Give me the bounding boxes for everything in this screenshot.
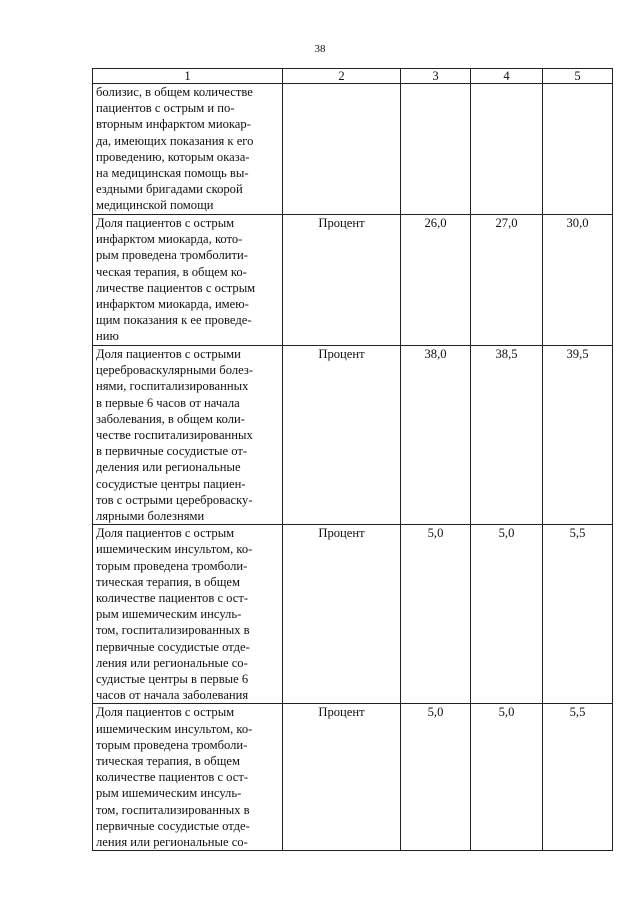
description-line: проведению, которым оказа- bbox=[96, 149, 250, 164]
description-line: ления или региональные со- bbox=[96, 655, 248, 670]
description-line: рым ишемическим инсуль- bbox=[96, 786, 242, 801]
description-line: болизис, в общем количестве bbox=[96, 85, 253, 99]
description-line: торым проведена тромболи- bbox=[96, 558, 248, 573]
description-line: количестве пациентов с ост- bbox=[96, 591, 249, 606]
unit-cell bbox=[283, 84, 401, 215]
description-line: щим показания к ее проведе- bbox=[96, 313, 252, 328]
value-cell-v1: 38,0 bbox=[401, 346, 471, 525]
table-row bbox=[93, 525, 613, 704]
description-line: деления или региональные bbox=[96, 460, 241, 475]
description-line: в первые 6 часов от начала bbox=[96, 395, 240, 410]
indicator-description bbox=[93, 346, 283, 525]
column-header: 3 bbox=[401, 69, 471, 84]
column-header: 1 bbox=[93, 69, 283, 84]
description-line: часов от начала заболевания bbox=[96, 688, 249, 703]
description-line: честве госпитализированных bbox=[96, 428, 253, 443]
description-line: личестве пациентов с острым bbox=[96, 280, 256, 295]
description-line: Доля пациентов с острым bbox=[96, 705, 235, 720]
description-line: ишемическим инсультом, ко- bbox=[96, 721, 253, 736]
description-line: том, госпитализированных в bbox=[96, 623, 250, 638]
description-line: Доля пациентов с острыми bbox=[96, 347, 241, 361]
description-line: рым проведена тромболити- bbox=[96, 248, 248, 263]
description-line: цереброваскулярными болез- bbox=[96, 363, 254, 378]
table-row bbox=[93, 704, 613, 851]
description-line: том, госпитализированных в bbox=[96, 802, 250, 817]
description-line: торым проведена тромболи- bbox=[96, 737, 248, 752]
column-header: 4 bbox=[471, 69, 543, 84]
description-line: нию bbox=[96, 329, 119, 344]
description-line: ческая терапия, в общем ко- bbox=[96, 264, 247, 279]
value-cell-v3: 39,5 bbox=[543, 346, 613, 525]
description-line: вторным инфарктом миокар- bbox=[96, 117, 251, 132]
description-line: рым ишемическим инсуль- bbox=[96, 607, 242, 622]
description-line: да, имеющих показания к его bbox=[96, 133, 254, 148]
description-line: первичные сосудистые отде- bbox=[96, 639, 250, 654]
indicator-description bbox=[93, 84, 283, 215]
value-cell-v2: 27,0 bbox=[471, 215, 543, 346]
unit-cell: Процент bbox=[283, 215, 401, 346]
page-number: 38 bbox=[314, 43, 326, 55]
unit-cell: Процент bbox=[283, 525, 401, 704]
indicators-table bbox=[92, 68, 613, 851]
unit-cell: Процент bbox=[283, 346, 401, 525]
value-cell-v1: 5,0 bbox=[401, 704, 471, 851]
description-line: Доля пациентов с острым bbox=[96, 526, 235, 541]
table-row bbox=[93, 215, 613, 346]
value-cell-v2 bbox=[471, 84, 543, 215]
value-cell-v2: 5,0 bbox=[471, 704, 543, 851]
value-cell-v3: 5,5 bbox=[543, 704, 613, 851]
description-line: судистые центры в первые 6 bbox=[96, 672, 249, 687]
description-line: пациентов с острым и по- bbox=[96, 101, 235, 116]
column-header: 5 bbox=[543, 69, 613, 84]
description-line: инфарктом миокарда, кото- bbox=[96, 232, 243, 247]
value-cell-v2: 38,5 bbox=[471, 346, 543, 525]
unit-cell: Процент bbox=[283, 704, 401, 851]
description-line: медицинской помощи bbox=[96, 198, 214, 213]
description-line: тическая терапия, в общем bbox=[96, 754, 240, 769]
description-line: тическая терапия, в общем bbox=[96, 574, 240, 589]
description-line: в первичные сосудистые от- bbox=[96, 444, 248, 459]
description-line: инфарктом миокарда, имею- bbox=[96, 297, 249, 312]
value-cell-v1: 26,0 bbox=[401, 215, 471, 346]
table-header-row bbox=[93, 69, 613, 84]
description-line: на медицинская помощь вы- bbox=[96, 166, 249, 181]
description-line: первичные сосудистые отде- bbox=[96, 818, 250, 833]
table-row bbox=[93, 346, 613, 525]
value-cell-v3: 30,0 bbox=[543, 215, 613, 346]
value-cell-v2: 5,0 bbox=[471, 525, 543, 704]
description-line: ишемическим инсультом, ко- bbox=[96, 542, 253, 557]
description-line: Доля пациентов с острым bbox=[96, 216, 235, 230]
indicator-description bbox=[93, 215, 283, 346]
description-line: нями, госпитализированных bbox=[96, 379, 249, 394]
value-cell-v3 bbox=[543, 84, 613, 215]
description-line: заболевания, в общем коли- bbox=[96, 411, 245, 426]
table-row bbox=[93, 84, 613, 215]
description-line: тов с острыми цереброваску- bbox=[96, 492, 253, 507]
description-line: ездными бригадами скорой bbox=[96, 182, 243, 197]
value-cell-v1: 5,0 bbox=[401, 525, 471, 704]
description-line: сосудистые центры пациен- bbox=[96, 476, 246, 491]
value-cell-v3: 5,5 bbox=[543, 525, 613, 704]
indicator-description bbox=[93, 525, 283, 704]
description-line: ления или региональные со- bbox=[96, 835, 248, 850]
description-line: количестве пациентов с ост- bbox=[96, 770, 249, 785]
value-cell-v1 bbox=[401, 84, 471, 215]
description-line: лярными болезнями bbox=[96, 509, 205, 524]
indicator-description bbox=[93, 704, 283, 851]
column-header: 2 bbox=[283, 69, 401, 84]
